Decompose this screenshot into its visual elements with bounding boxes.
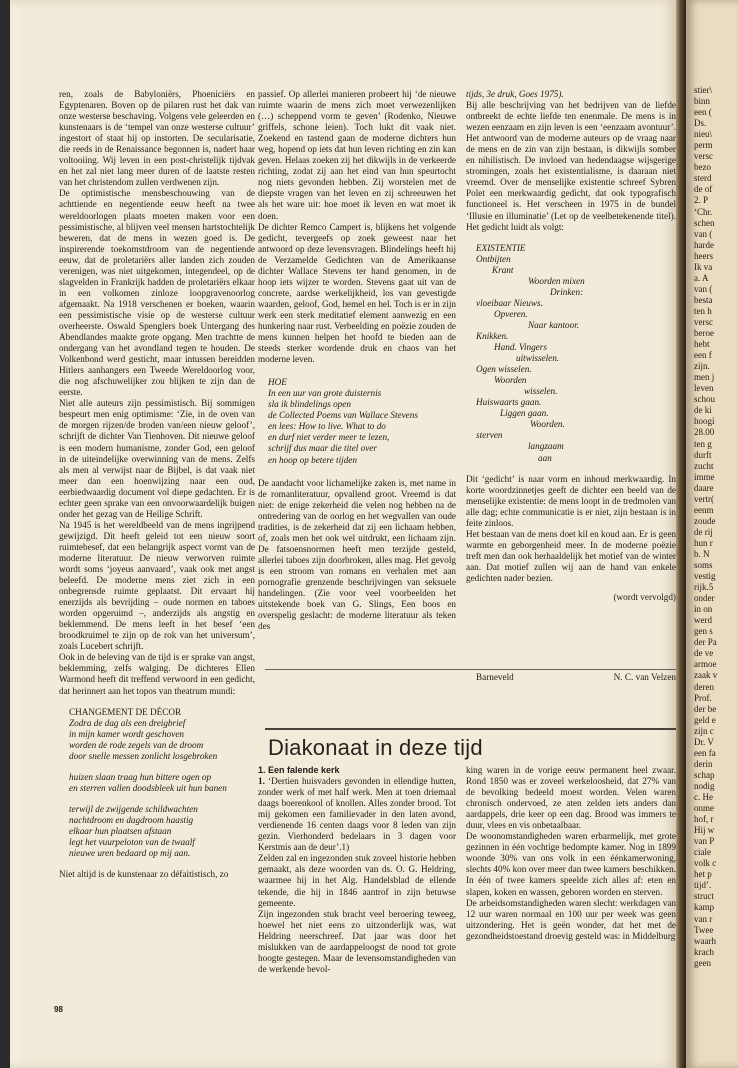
poem-line: sterven <box>476 430 503 441</box>
paragraph: tijds, 3e druk, Goes 1975). <box>466 89 564 99</box>
paragraph: Het bestaan van de mens doet kil en koud aan. Er is geen warmte en geborgenheid meer. In de moderne poëzie treft men dan ook herhaaldelijk het motief van de winter aan. Dat motief zullen wij aan de hand van enkele gedichten nader bezien. <box>466 528 676 583</box>
poem-line: worden de rode zegels van de droom <box>69 739 204 750</box>
poem-line: Zodra de dag als een dreigbrief <box>69 717 186 728</box>
next-page-fragment: leven <box>694 383 714 394</box>
next-page-fragment: sterd <box>694 173 712 184</box>
poem-line: Liggen gaan. <box>500 408 549 419</box>
article-column-1 <box>258 765 456 975</box>
article-column-2 <box>466 765 676 942</box>
next-page-fragment: zijn c <box>694 725 714 736</box>
next-page-fragment: ten h <box>694 305 712 316</box>
next-page-fragment: Twee <box>694 924 714 935</box>
next-page-fragment: hebt <box>694 339 712 350</box>
next-page-fragment: vertr( <box>694 493 714 504</box>
next-page-fragment: versc <box>694 316 713 327</box>
poem-existentie <box>476 243 676 464</box>
poem-line: en durf niet verder meer te lezen, <box>268 432 390 443</box>
paragraph: De arbeidsomstandigheden waren slecht: werkdagen van 12 uur waren normaal en 100 uur per week was geen uitzondering. Het is geën wonder, dat het met de gezondheidstoestand droevig gesteld was: in Middelburg <box>466 897 676 941</box>
magazine-page <box>10 0 676 1068</box>
next-page-fragment: deren <box>694 681 714 692</box>
paragraph: passief. Op allerlei manieren probeert hij ‘de nieuwe ruimte waarin de mens zich moet verwezenlijken (…) scheppend vorm te geven’ (Rodenko, Nieuwe griffels, schone leien). Toch lukt dit vaak niet. Zoekend en tastend gaan de moderne dichters hun weg, hopend op iets dat hun leven richting en zin kan geven. Helaas zoeken zij het dikwijls in de verkeerde richting, zodat zij aan het eind van hun speurtocht nog niets gevonden hebben. Zij worstelen met de diepste vragen van het leven en zij schreeuwen het als het ware uit: hoe moet ik leven en wat moet ik doen. <box>258 89 456 221</box>
poem-line: terwijl de zwijgende schildwachten <box>69 803 198 814</box>
poem-line: Huiswaarts gaan. <box>476 397 542 408</box>
poem-line: Woorden mixen <box>528 275 585 286</box>
next-page-fragment: 2. P <box>694 195 709 206</box>
poem-line: en lees: How to live. What to do <box>268 421 386 432</box>
next-page-fragment: nodig <box>694 780 715 791</box>
paragraph: De aandacht voor lichamelijke zaken is, met name in de romanliteratuur, opvallend groot. Vreemd is dat niet: de enige zekerheid die velen nog hebben na de ontredering van de oorlog en het wegvallen van oude tradities, is de zekerheid dat zij een lichaam hebben, of, zoals men het ook wel uitdrukt, een lichaam zijn. De fatsoensnormen heeft men terzijde gesteld, allerlei taboes zijn doorbroken, alles mag. Het gevolg is een stroom van romans en verhalen met aan pornografie grenzende beschrijvingen van seksuele handelingen. (Zie voor veel voorbeelden het uitstekende boek van G. Slings, Een boos en overspelig geslacht: de moderne literatuur als teken des <box>258 477 456 632</box>
section-number: 1. <box>258 765 266 775</box>
paragraph: De optimistische mensbeschouwing van de achttiende en negentiende eeuw heeft na twee wereldoorlogen plaats moeten maken voor een pessimistische, al blijven veel mensen hartstochtelijk beweren, dat de mens in wezen goed is. De inspirerende toekomstdroom van de negentiende eeuw, dat de proletariërs aller landen zich zouden verenigen, was niet uitgekomen, integendeel, op de slagvelden in Frankrijk hadden de proletariërs elkaar in een volkomen zinloze loopgravenoorlog afgemaakt. Na 1918 verschenen er boeken, waarin een pessimistische visie op de westerse cultuur overheerste. Oswald Spenglers boek Untergang des Abendlandes maakte grote opgang. Men trachtte de ondergang van het avondland tegen te houden. De Volkenbond werd gesticht, maar intussen bereidden Hitlers aanhangers een Tweede Wereldoorlog voor, die nog afschuwelijker zou blijken te zijn dan de eerste. <box>59 188 255 398</box>
poem-line: en hoop op betere tijden <box>268 454 357 465</box>
poem-title: HOE <box>268 377 287 388</box>
next-page-fragment: de rij <box>694 526 713 537</box>
next-page-fragment: kamp <box>694 902 714 913</box>
paragraph: Niet alle auteurs zijn pessimistisch. Bij sommigen bespeurt men enig optimisme: ‘Zie, in de oven van de morgen rijzen/de broden van/een nieuw geloof’, schrijft de dichter Van Tienhoven. Dit nieuwe geloof is een modern humanisme, zonder God, een geloof in de uiteindelijke overwinning van de mens. Zelfs als men al verwijst naar de Bijbel, is dat vaak niet meer dan een hoenwijzing naar een oud, eerbiedwaardig document vol diepe gedachten. Er is echter geen sprake van een onvoorwaardelijk buigen onder het gezag van de Heilige Schrift. <box>59 398 255 519</box>
paragraph: Na 1945 is het wereldbeeld van de mens ingrijpend gewijzigd. Dit heeft geleid tot een nieuw soort ruimtebesef, dat een belangrijk aspect vormt van de moderne literatuur. De nieuw verworven ruimte wordt soms ‘joyeus aanvaard’, vaak ook met angst beleefd. De moderne mens ziet zich in een onbegrensde ruimte geplaatst. Dit ervaart hij enerzijds als bevrijding – oude normen en taboes worden opgeruimd –, anderzijds als angstig en beklemmend. De mens leeft in het besef ‘een broodkruimel te zijn op de rok van het universum’, zoals Lucebert schrijft. <box>59 519 255 652</box>
poem-line: uitwisselen. <box>516 353 560 364</box>
poem-line: Drinken: <box>550 286 584 297</box>
next-page-fragment: zucht <box>694 460 714 471</box>
next-page-fragment: binn <box>694 96 711 107</box>
next-page-fragment: c. He <box>694 792 713 802</box>
next-page-fragment: daare <box>694 482 714 493</box>
next-page-fragment: Ds. <box>694 118 709 129</box>
next-page-fragment: van ( <box>694 228 713 239</box>
next-page-fragment: hof, r <box>694 814 714 825</box>
next-page-fragment: Prof. <box>694 692 712 703</box>
next-page-fragment: volk c <box>694 858 717 869</box>
poem-line: elkaar hun plaatsen afstaan <box>69 826 172 836</box>
next-page-fragment: Ik va <box>694 261 713 272</box>
next-page-fragment: nieu\ <box>694 129 712 140</box>
paragraph: Bij alle beschrijving van het bedrijven van de liefde ontbreekt de echte liefde ten enenmale. De mens is in wezen eenzaam en zijn leven is een ‘eenzaam avontuur’. Het antwoord van de moderne auteurs op de vraag naar de mens en de zin van zijn bestaan, is dikwijls somber en nihilistisch. De invloed van hedendaagse wijsgerige stromingen, zoals het existentialisme, is daaraan niet vreemd. Over de menselijke existentie schreef Sybren Polet een merkwaardig gedicht, dat ook typografisch functioneel is. Het verscheen in 1975 in de bundel ‘Illusie en illuminatie’ (Let op de veelbetekenende titel). Het gedicht luidt als volgt: <box>466 100 676 232</box>
poem-line: de Collected Poems van Wallace Stevens <box>268 410 418 421</box>
next-page-fragment: in on <box>694 604 713 615</box>
poem-line: nachtdroom en dagdroom haastig <box>69 814 194 825</box>
article-title: Diakonaat in deze tijd <box>268 735 483 760</box>
next-page-text <box>694 85 717 969</box>
next-page-fragment: rijk.5 <box>694 582 714 593</box>
paragraph: De dichter Remco Campert is, blijkens het volgende gedicht, tevergeefs op zoek geweest naar het antwoord op deze levensvragen. Blindelings heeft hij de Verzamelde Gedichten van de Amerikaanse dichter Wallace Stevens ter hand genomen, in de hoop iets wijzer te worden. Stevens gaat uit van de concrete, aardse werkelijkheid, los van gevestigde waarden, geloof, God, hemel en hel. Toch is er in zijn werk een sterk meditatief element aanwezig en een hunkering naar rust. Verbeelding en poëzie zouden de mens kunnen helpen het hoofd te bieden aan de steeds sterker wordende druk en chaos van het moderne leven. <box>258 221 456 365</box>
next-page-fragment: geen <box>694 957 714 968</box>
next-page-fragment: krach <box>694 946 714 957</box>
next-page-fragment: men j <box>694 372 715 383</box>
signature <box>476 672 676 682</box>
poem-line: In een uur van grote duisternis <box>268 388 382 399</box>
next-page-edge <box>686 0 738 1068</box>
next-page-fragment: a. A <box>694 272 709 283</box>
next-page-fragment: de ve <box>694 648 714 659</box>
column-3 <box>466 89 676 603</box>
paragraph: Niet altijd is de kunstenaar zo défaitistisch, zo <box>59 869 229 880</box>
next-page-fragment: onme <box>694 803 714 814</box>
poem-line: sla ik blindelings open <box>268 399 351 410</box>
next-page-fragment: b. N <box>694 548 710 559</box>
paragraph: 1. ‘Dertien huisvaders gevonden in ellendige hutten, zonder werk of met half werk. Men at toen driemaal daags boerenkool of knollen. Alles zonder brood. Tot mij gekomen een familievader in den laten avond, verdienende 16 centen daags voor 8 leden van zijn gezin. Vierhonderd bedelaars in 3 dagen voor Kerstmis aan de deur’.1) <box>258 776 456 853</box>
next-page-fragment: een ( <box>694 107 712 118</box>
next-page-fragment: der Pa <box>694 637 717 648</box>
poem-line: wisselen. <box>524 386 558 397</box>
poem-line: in mijn kamer wordt geschoven <box>69 728 184 739</box>
next-page-fragment: een fa <box>694 747 716 758</box>
next-page-fragment: ciale <box>694 847 714 858</box>
signature-place: Barneveld <box>476 672 514 682</box>
poem-title: CHANGEMENT DE DÉCOR <box>69 706 182 717</box>
poem-changement-de-decor <box>69 707 255 860</box>
section-title: Een falende kerk <box>268 765 340 775</box>
next-page-fragment: vestig <box>694 571 716 582</box>
column-1 <box>59 89 255 880</box>
next-page-fragment: tijd’. <box>694 880 712 891</box>
next-page-fragment: ‘Chr. <box>694 206 713 217</box>
next-page-fragment: harde <box>694 239 714 250</box>
poem-line: Woorden. <box>530 419 565 430</box>
next-page-fragment: bezo <box>694 162 711 173</box>
next-page-fragment: beroe <box>694 328 714 339</box>
next-page-fragment: perm <box>694 140 713 151</box>
poem-line: Naar kantoor. <box>528 319 580 330</box>
poem-line: legt het vuurpeloton van de twaalf <box>69 837 195 848</box>
poem-line: Opveren. <box>494 308 528 319</box>
next-page-fragment: eenm <box>694 504 714 515</box>
poem-line: Krant <box>492 264 514 275</box>
next-page-fragment: het p <box>694 869 712 880</box>
poem-line: langzaam <box>528 441 564 452</box>
next-page-fragment: hun r <box>694 537 713 548</box>
next-page-fragment: schap <box>694 769 715 780</box>
next-page-fragment: 28.00 <box>694 427 715 438</box>
next-page-fragment: zaak v <box>694 670 718 681</box>
poem-line: huizen slaan traag hun bittere ogen op <box>69 771 212 782</box>
paragraph: Dit ‘gedicht’ is naar vorm en inhoud merkwaardig. In korte woordzinnetjes geeft de dichter een beeld van de menselijke existentie: de mens loopt in de tredmolen van alle dag; echte communicatie is er niet, zijn bestaan is in feite zinloos. <box>466 473 676 528</box>
poem-line: Hand. Vingers <box>494 342 547 353</box>
poem-line: vloeibaar Nieuws. <box>476 297 543 308</box>
poem-line: Knikken. <box>476 330 509 341</box>
next-page-fragment: stier\ <box>694 85 712 95</box>
poem-line: Woorden <box>494 375 527 386</box>
paragraph: De woonomstandigheden waren erbarmelijk, met grote gezinnen in één vochtige bedompte kamer. Nog in 1899 woonde 30% van ons volk in een éénkamerwoning, slechts 40% kon over meer dan twee kamers beschikken. In één of twee kamers speelde zich alles af: eten en slapen, koken en wassen, geboren worden en sterven. <box>466 831 676 897</box>
next-page-fragment: de ki <box>694 405 712 416</box>
next-page-fragment: de of <box>694 184 713 195</box>
next-page-fragment: werd <box>694 615 715 626</box>
signature-author: N. C. van Velzen <box>613 672 676 682</box>
next-page-fragment: schou <box>694 394 715 405</box>
next-page-fragment: der be <box>694 703 717 714</box>
next-page-fragment: van r <box>694 913 713 924</box>
poem-line: en sterren vallen doodsbleek uit hun banen <box>69 782 227 793</box>
article-rule <box>265 728 685 730</box>
next-page-fragment: onder <box>694 593 715 604</box>
poem-line: door snelle messen zonlicht losgebroken <box>69 750 218 761</box>
next-page-fragment: versc <box>694 151 713 162</box>
paragraph: Ook in de beleving van de tijd is er sprake van angst, beklemming, zelfs walging. De dichteres Ellen Warmond heeft dit treffend verwoord in een gedicht, dat herinnert aan het topos van theatrum mundi: <box>59 652 255 696</box>
column-2 <box>258 89 456 632</box>
paragraph: ren, zoals de Babyloniërs, Phoeniciërs en Egyptenaren. Boven op de pilaren rust het dak van onze westerse beschaving. Volgens vele geleerden en kunstenaars is de ‘tempel van onze westerse cultuur’ ingestort of staat hij op instorten. De secularisatie, die reeds in de Renaissance begonnen is, nadert haar voltooiing. Wij leven in een post-christelijk tijdvak en het zal niet lang meer duren of de laatste resten van het christendom zullen verdwenen zijn. <box>59 89 255 188</box>
divider <box>265 669 685 670</box>
next-page-fragment: van P <box>694 836 715 847</box>
next-page-fragment: durft <box>694 449 714 460</box>
paragraph-text: ‘Dertien huisvaders gevonden in ellendige hutten, zonder werk of met half werk. Men at toen driemaal daags boerenkool of knollen. Alles zonder brood. Tot mij gekomen een familievader in den laten avond, verdienende 16 centen daags voor 8 leden van zijn gezin. Vierhonderd bedelaars in 3 dagen voor Kerstmis aan de deur’.1) <box>258 776 456 853</box>
page-number: 98 <box>54 1005 63 1014</box>
poem-line: schrijf dus maar die titel over <box>268 443 377 454</box>
next-page-fragment: derin <box>694 758 713 769</box>
next-page-fragment: hoogi <box>694 416 715 427</box>
next-page-fragment: een f <box>694 350 712 361</box>
next-page-fragment: Hij w <box>694 825 715 836</box>
next-page-fragment: soms <box>694 560 715 571</box>
next-page-fragment: waarh <box>694 935 716 946</box>
paragraph: Zelden zal en ingezonden stuk zoveel historie hebben gemaakt, als deze woorden van ds. O. G. Heldring, waarmee hij in het Alg. Handelsblad de ellende tekende, die hij in 1846 aantrof in zijn betuwse gemeente. <box>258 853 456 908</box>
next-page-fragment: besta <box>694 294 713 305</box>
next-page-fragment: ten g <box>694 438 712 449</box>
next-page-fragment: heers <box>694 250 713 261</box>
next-page-fragment: gen s <box>694 626 713 637</box>
next-page-fragment: struct <box>694 891 714 902</box>
book-gutter <box>676 0 686 1068</box>
poem-line: aan <box>538 452 552 463</box>
paragraph: king waren in de vorige eeuw permanent heel zwaar. Rond 1850 was er zoveel werkeloosheid, dat 27% van de bevolking bedeeld moest worden. Velen waren chronisch ondervoed, ze aten zelden iets anders dan aardappels, drie keer op een dag. Brood was immers te duur, vlees en vis onbetaalbaar. <box>466 765 676 831</box>
next-page-fragment: zoude <box>694 515 716 526</box>
section-heading <box>258 765 456 776</box>
next-page-fragment: zijn. <box>694 361 710 372</box>
next-page-fragment: Dr. V <box>694 736 714 747</box>
next-page-fragment: van ( <box>694 283 713 294</box>
next-page-fragment: schen <box>694 217 715 228</box>
poem-line: nieuwe uren bedaard op mij aan. <box>69 848 191 859</box>
continued-note: (wordt vervolgd) <box>613 592 676 603</box>
paragraph: Zijn ingezonden stuk bracht veel beroering teweeg, hoewel het niet eens zo uitzonderlijk was, wat Heldring neerschreef. Dat jaar was door het mislukken van de aardappeloogst de nood tot grote hoogte gestegen. Maar de levensomstandigheden van de werkende bevol- <box>258 908 456 974</box>
poem-hoe <box>268 377 456 465</box>
poem-line: Ogen wisselen. <box>476 364 532 375</box>
next-page-fragment: armoe <box>694 659 717 670</box>
poem-title: EXISTENTIE <box>476 242 526 253</box>
next-page-fragment: imme <box>694 471 715 482</box>
next-page-fragment: geld e <box>694 714 716 725</box>
poem-line: Ontbijten <box>476 253 511 264</box>
